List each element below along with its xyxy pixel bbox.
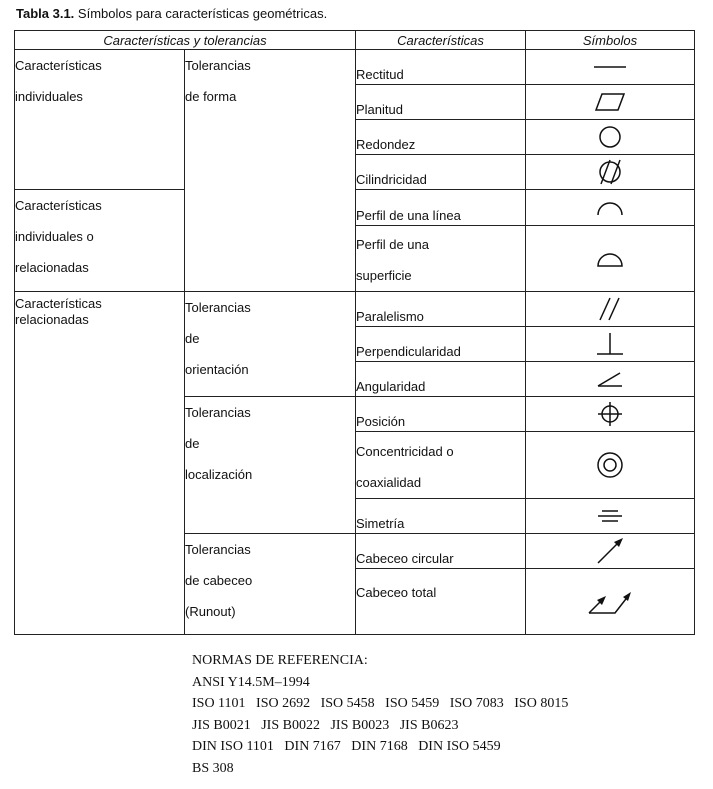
reference-standards <box>192 650 568 779</box>
concentricity-icon <box>590 449 630 481</box>
characteristic-label: Cabeceo total <box>356 585 437 600</box>
table-row <box>15 50 695 85</box>
characteristic-cell <box>356 499 526 534</box>
group-line: Características <box>15 296 102 311</box>
reference-line: BS 308 <box>192 760 234 776</box>
parallelism-icon <box>590 295 630 323</box>
circularity-icon <box>590 124 630 150</box>
angularity-icon <box>590 368 630 390</box>
symbol-cell <box>526 569 695 635</box>
characteristic-cell <box>356 155 526 190</box>
group-cell-individual <box>15 50 185 190</box>
tolerance-line: de <box>185 331 200 346</box>
characteristic-label: Redondez <box>356 137 416 152</box>
references-title: NORMAS DE REFERENCIA: <box>192 653 368 668</box>
characteristic-label: Paralelismo <box>356 309 424 324</box>
symbol-cell <box>526 226 695 292</box>
characteristic-label: Perfil de una línea <box>356 208 461 223</box>
characteristic-label: Planitud <box>356 102 403 117</box>
characteristic-label: Rectitud <box>356 67 404 82</box>
group-line: Características <box>15 58 102 73</box>
caption-text: Símbolos para características geométricas. <box>74 6 328 21</box>
characteristic-cell <box>356 120 526 155</box>
caption-label: Tabla 3.1. <box>16 6 75 21</box>
symbol-cell <box>526 292 695 327</box>
symbol-cell <box>526 50 695 85</box>
characteristic-cell <box>356 327 526 362</box>
surface-profile-icon <box>590 248 630 270</box>
characteristic-label: Cabeceo circular <box>356 551 454 566</box>
symbol-cell <box>526 499 695 534</box>
group-line: individuales <box>15 89 83 104</box>
group-line: Características <box>15 198 102 213</box>
characteristic-label: Concentricidad o <box>356 444 454 459</box>
characteristic-cell <box>356 362 526 397</box>
characteristic-cell <box>356 226 526 292</box>
characteristic-label: Angularidad <box>356 379 426 394</box>
characteristic-label: Simetría <box>356 516 405 531</box>
characteristic-cell <box>356 190 526 226</box>
position-icon <box>590 400 630 428</box>
tolerance-line: orientación <box>185 362 249 377</box>
characteristic-cell <box>356 569 526 635</box>
reference-line: ISO 1101 ISO 2692 ISO 5458 ISO 5459 ISO 7083 ISO 8015 <box>192 696 569 711</box>
tolerance-cell-orientation <box>185 292 356 397</box>
symbol-cell <box>526 120 695 155</box>
tolerance-line: de forma <box>185 89 237 104</box>
symbol-cell <box>526 362 695 397</box>
table-row <box>15 292 695 327</box>
tolerance-line: Tolerancias <box>185 300 251 315</box>
group-line: relacionadas <box>15 260 89 275</box>
symbol-cell <box>526 534 695 569</box>
symmetry-icon <box>590 505 630 527</box>
geometric-characteristics-table <box>14 30 695 635</box>
characteristic-label: Cilindricidad <box>356 172 427 187</box>
cylindricity-icon <box>590 158 630 186</box>
table-caption <box>16 6 327 21</box>
tolerance-cell-runout <box>185 534 356 635</box>
reference-line: DIN ISO 1101 DIN 7167 DIN 7168 DIN ISO 5459 <box>192 739 501 754</box>
symbol-cell <box>526 155 695 190</box>
table-header-row <box>15 31 695 50</box>
characteristic-cell <box>356 292 526 327</box>
tolerance-line: de <box>185 436 200 451</box>
characteristic-label: superficie <box>356 268 412 283</box>
characteristic-cell <box>356 85 526 120</box>
symbol-cell <box>526 190 695 226</box>
tolerance-line: Tolerancias <box>185 542 251 557</box>
tolerance-line: de cabeceo <box>185 573 253 588</box>
straightness-icon <box>590 57 630 77</box>
header-group: Características y tolerancias <box>15 31 356 50</box>
header-symbols: Símbolos <box>526 31 695 50</box>
line-profile-icon <box>590 197 630 219</box>
symbol-cell <box>526 397 695 432</box>
characteristic-cell <box>356 534 526 569</box>
symbol-cell <box>526 432 695 499</box>
tolerance-line: localización <box>185 467 253 482</box>
characteristic-cell <box>356 397 526 432</box>
characteristic-cell <box>356 50 526 85</box>
tolerance-line: (Runout) <box>185 604 236 619</box>
characteristic-label: coaxialidad <box>356 475 422 490</box>
reference-line: JIS B0021 JIS B0022 JIS B0023 JIS B0623 <box>192 717 459 733</box>
group-cell-related <box>15 292 185 635</box>
tolerance-line: Tolerancias <box>185 58 251 73</box>
characteristic-label: Perpendicularidad <box>356 344 461 359</box>
reference-line: ANSI Y14.5M–1994 <box>192 674 310 690</box>
group-line: relacionadas <box>15 312 89 327</box>
flatness-icon <box>590 91 630 113</box>
characteristic-cell <box>356 432 526 499</box>
tolerance-line: Tolerancias <box>185 405 251 420</box>
total-runout-icon <box>585 587 635 617</box>
tolerance-cell-form <box>185 50 356 292</box>
characteristic-label: Posición <box>356 414 406 429</box>
header-characteristic: Características <box>356 31 526 50</box>
characteristic-label: Perfil de una <box>356 237 429 252</box>
circular-runout-icon <box>590 536 630 566</box>
group-line: individuales o <box>15 229 94 244</box>
tolerance-cell-location <box>185 397 356 534</box>
perpendicularity-icon <box>590 330 630 358</box>
symbol-cell <box>526 327 695 362</box>
symbol-cell <box>526 85 695 120</box>
group-cell-individual-or-related <box>15 190 185 292</box>
